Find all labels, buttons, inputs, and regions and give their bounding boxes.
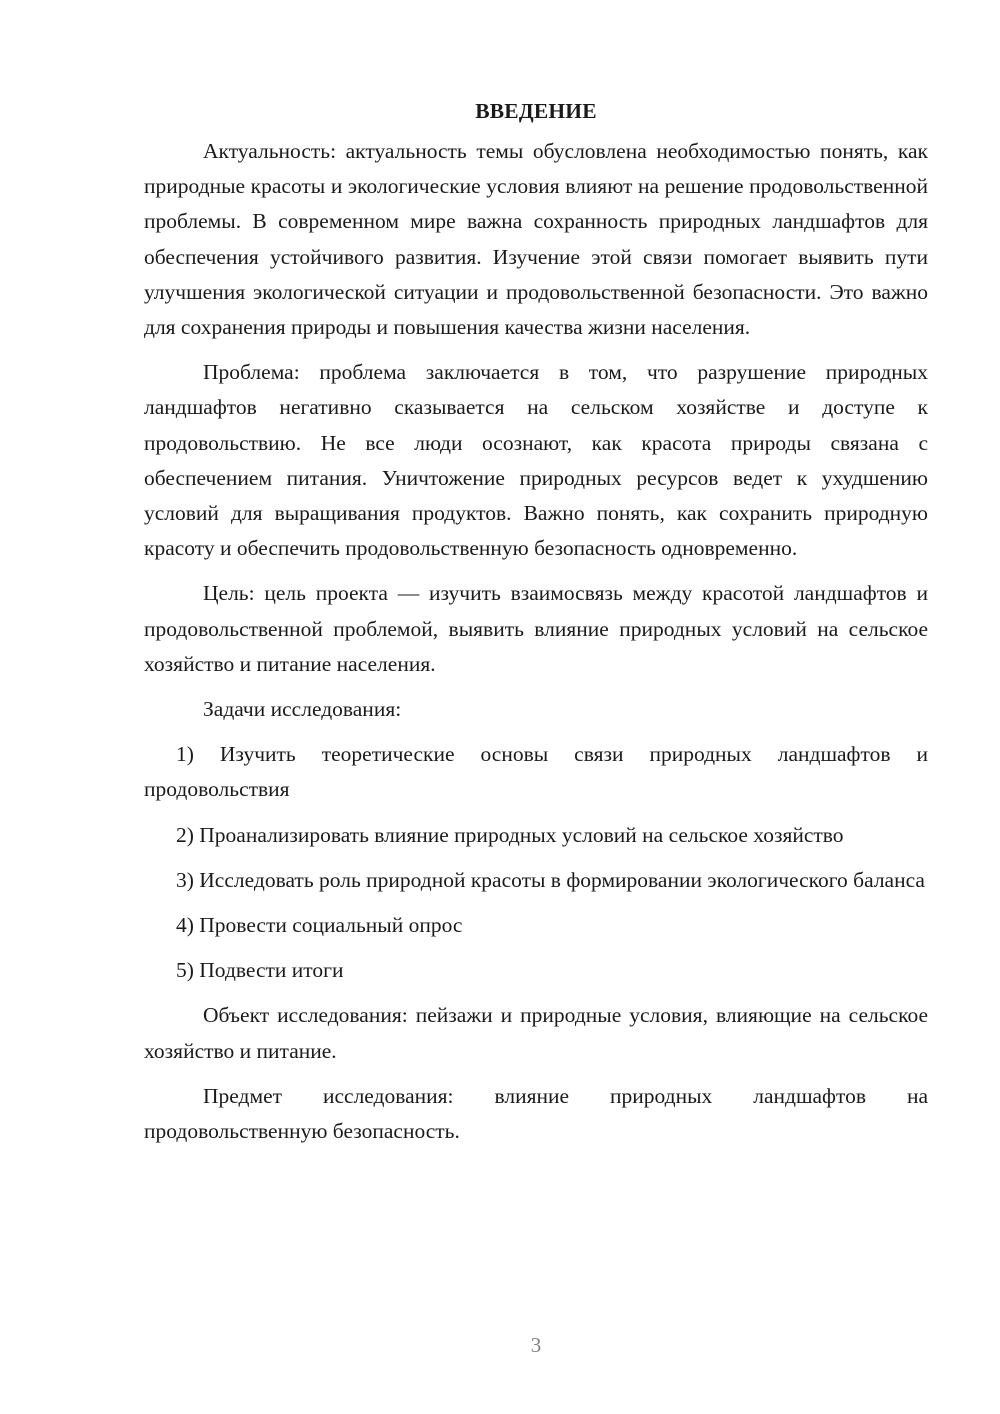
tasks-heading: Задачи исследования: <box>203 697 402 722</box>
subject-paragraph: Предмет исследования: влияние природных ландшафтов на продовольственную безопасность. <box>144 1083 928 1144</box>
task-item-1: 1) Изучить теоретические основы связи природных ландшафтов и продовольствия <box>144 742 928 802</box>
relevance-paragraph: Актуальность: актуальность темы обусловлена необходимостью понять, как природные красоты и экологические условия влияют на решение продовольственной проблемы. В современном мире важна сохранность природных ландшафтов для обеспечения устойчивого развития. Изучение этой связи помогает выявить пути улучшения экологической ситуации и продовольственной безопасности. Это важно для сохранения природы и повышения качества жизни населения. <box>144 139 928 340</box>
problem-paragraph: Проблема: проблема заключается в том, что разрушение природных ландшафтов негативно сказывается на сельском хозяйстве и доступе к продовольствию. Не все люди осознают, как красота природы связана с обеспечением питания. Уничтожение природных ресурсов ведет к ухудшению условий для выращивания продуктов. Важно понять, как сохранить природную красоту и обеспечить продовольственную безопасность одновременно. <box>144 360 928 561</box>
page-number: 3 <box>530 1333 542 1357</box>
goal-paragraph: Цель: цель проекта — изучить взаимосвязь между красотой ландшафтов и продовольственной проблемой, выявить влияние природных условий на сельское хозяйство и питание населения. <box>144 581 928 676</box>
task-item-5: 5) Подвести итоги <box>176 958 344 983</box>
object-paragraph: Объект исследования: пейзажи и природные условия, влияющие на сельское хозяйство и питание. <box>144 1003 928 1063</box>
task-item-3: 3) Исследовать роль природной красоты в формировании экологического баланса <box>176 867 925 892</box>
page-title: ВВЕДЕНИЕ <box>475 99 597 123</box>
document-page <box>144 96 928 1159</box>
task-item-2: 2) Проанализировать влияние природных условий на сельское хозяйство <box>176 822 844 847</box>
task-item-4: 4) Провести социальный опрос <box>176 913 463 938</box>
